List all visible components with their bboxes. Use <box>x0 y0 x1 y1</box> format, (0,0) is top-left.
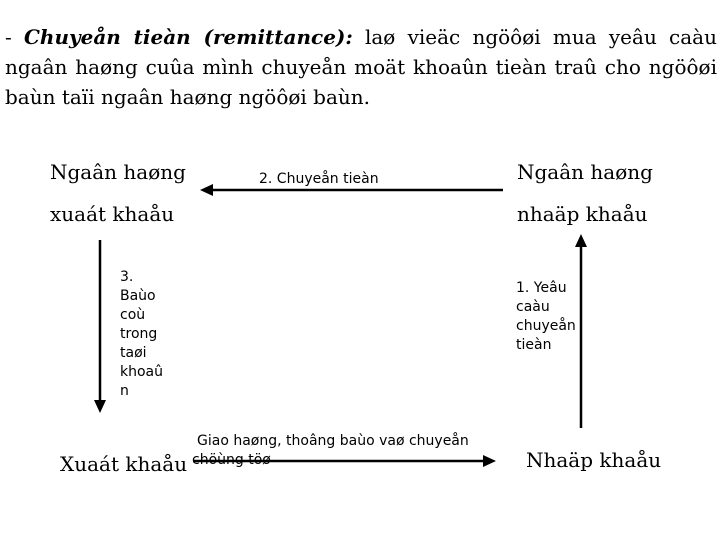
request-line: caàu <box>516 299 550 315</box>
request-label <box>516 279 576 355</box>
bank-export-label-2: xuaát khaåu <box>50 202 175 226</box>
request-line: chuyeån <box>516 318 576 334</box>
delivery-line: Giao haøng, thoâng baùo vaø chuyeån <box>197 433 469 449</box>
delivery-line: chöùng töø <box>192 452 271 468</box>
credit-advice-line: trong <box>120 326 158 342</box>
delivery-label <box>192 432 469 470</box>
transfer-arrowhead <box>200 184 213 196</box>
request-line: 1. Yeâu <box>516 280 567 296</box>
credit-advice-line: khoaû <box>120 364 163 380</box>
credit-advice-line: coù <box>120 307 146 323</box>
credit-advice-line: n <box>120 383 129 399</box>
transfer-label: 2. Chuyeån tieàn <box>259 171 379 187</box>
bank-import-label-2: nhaäp khaåu <box>517 202 648 226</box>
delivery-arrowhead <box>483 455 496 467</box>
bank-import-label-1: Ngaân haøng <box>517 160 653 184</box>
intro-prefix: - <box>5 25 24 49</box>
intro-text: laø vieäc ngöôøi mua yeâu caàu ngaân haøng cuûa mình chuyeån moät khoaûn tieàn traû cho ngöôøi baùn taïi ngaân haøng ngöôøi baùn. <box>5 25 717 109</box>
credit-advice-label <box>120 268 163 401</box>
credit-advice-line: Baùo <box>120 288 156 304</box>
request-line: tieàn <box>516 337 552 353</box>
credit-advice-arrowhead <box>94 400 106 413</box>
request-arrowhead <box>575 234 587 247</box>
intro-term: Chuyeån tieàn (remittance): <box>23 25 353 49</box>
exporter-label: Xuaát khaåu <box>60 452 188 476</box>
importer-label: Nhaäp khaåu <box>526 448 662 472</box>
bank-export-label-1: Ngaân haøng <box>50 160 186 184</box>
credit-advice-line: 3. <box>120 269 134 285</box>
credit-advice-line: taøi <box>120 345 147 361</box>
